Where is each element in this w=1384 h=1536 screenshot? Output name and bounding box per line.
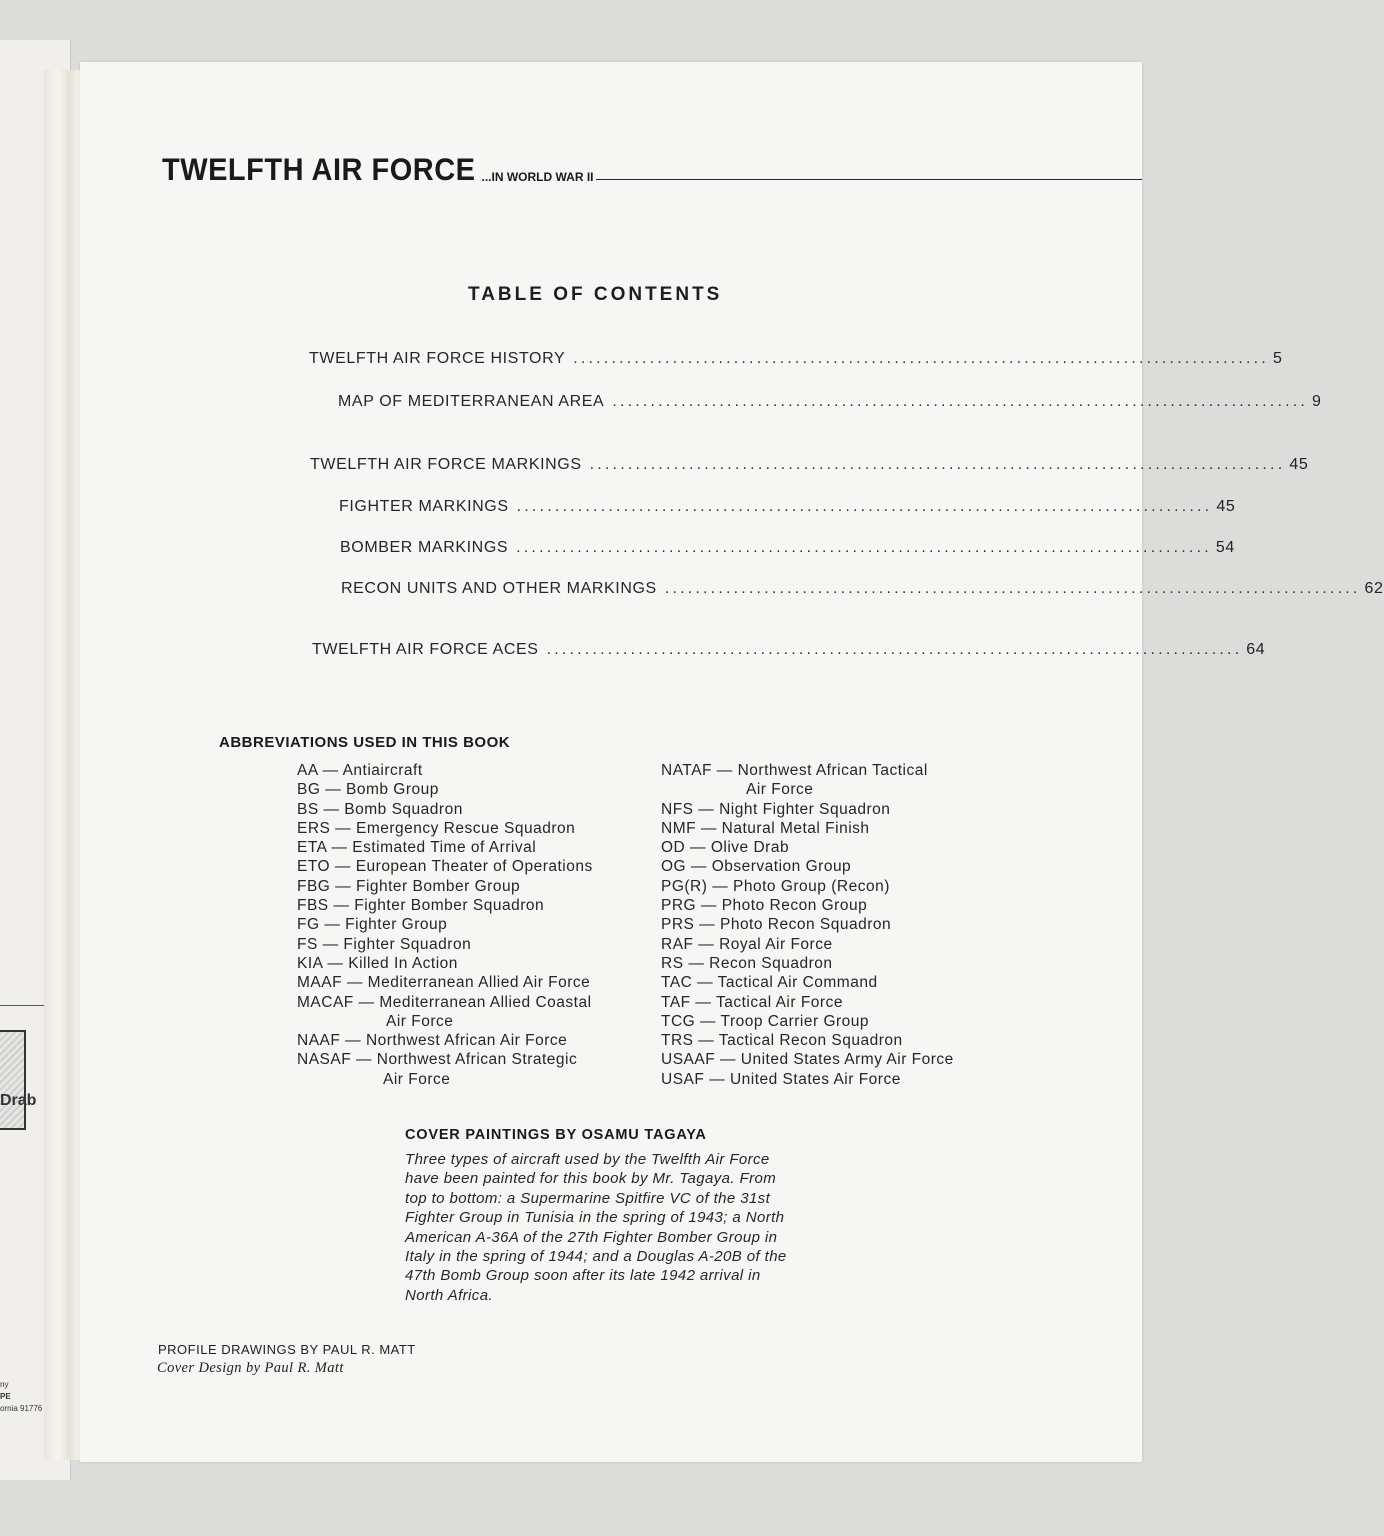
toc-entry-page: 54 (1215, 539, 1235, 556)
left-page-fragment: PE (0, 1392, 11, 1401)
abbreviation-continuation: Air Force (386, 1012, 454, 1030)
abbreviation-item: TAF — Tactical Air Force (661, 993, 843, 1011)
page-spine (44, 70, 80, 1460)
header-rule (596, 179, 1143, 180)
toc-entry (309, 350, 1283, 368)
toc-entry-label: TWELFTH AIR FORCE MARKINGS (310, 456, 582, 473)
abbreviation-item: USAAF — United States Army Air Force (661, 1051, 954, 1069)
left-page-fragment: ornia 91776 (0, 1404, 43, 1413)
abbreviation-item: PRS — Photo Recon Squadron (661, 916, 892, 934)
abbreviations-title: ABBREVIATIONS USED IN THIS BOOK (219, 734, 511, 751)
book-page (80, 62, 1384, 1462)
toc-entry-page: 45 (1289, 456, 1309, 473)
cover-design-credit: Cover Design by Paul R. Matt (157, 1360, 344, 1376)
profile-drawings-credit: PROFILE DRAWINGS BY PAUL R. MATT (158, 1342, 416, 1357)
toc-leader: ........................................................................................... (589, 456, 1286, 473)
toc-leader: ........................................................................................... (664, 580, 1361, 597)
abbreviation-item: ERS — Emergency Rescue Squadron (297, 819, 576, 837)
toc-entry (340, 539, 1235, 557)
abbreviation-item: RAF — Royal Air Force (661, 935, 833, 953)
book-title: TWELFTH AIR FORCE (162, 152, 476, 188)
abbreviation-item: KIA — Killed In Action (297, 954, 458, 972)
abbreviation-item: BS — Bomb Squadron (297, 800, 463, 818)
toc-entry-page: 9 (1312, 393, 1322, 410)
abbreviation-item: MAAF — Mediterranean Allied Air Force (297, 974, 591, 992)
abbreviation-item: NMF — Natural Metal Finish (661, 819, 870, 837)
abbreviations-left-column (297, 761, 593, 1089)
toc-entry-label: FIGHTER MARKINGS (339, 498, 509, 515)
book-subtitle: ...IN WORLD WAR II (481, 170, 594, 184)
swatch-label: Drab (0, 1092, 37, 1109)
toc-leader: ........................................................................................... (573, 350, 1269, 367)
abbreviation-item: FBG — Fighter Bomber Group (297, 877, 521, 895)
toc-entry-label: MAP OF MEDITERRANEAN AREA (338, 393, 605, 410)
abbreviation-item: FG — Fighter Group (297, 916, 448, 934)
abbreviation-item: NAAF — Northwest African Air Force (297, 1032, 568, 1050)
abbreviations-right-column (661, 761, 954, 1089)
abbreviation-item: NFS — Night Fighter Squadron (661, 800, 891, 818)
abbreviation-item: TRS — Tactical Recon Squadron (661, 1032, 903, 1050)
abbreviation-item: FBS — Fighter Bomber Squadron (297, 897, 545, 915)
toc-entry-label: TWELFTH AIR FORCE HISTORY (309, 350, 566, 367)
abbreviation-item: MACAF — Mediterranean Allied Coastal (297, 993, 592, 1011)
toc-entry-page: 5 (1272, 350, 1283, 367)
toc-entry-label: BOMBER MARKINGS (340, 539, 509, 556)
page-header (162, 154, 1142, 187)
abbreviation-continuation: Air Force (746, 781, 814, 799)
abbreviation-item: TAC — Tactical Air Command (661, 974, 878, 992)
abbreviation-item: FS — Fighter Squadron (297, 935, 472, 953)
abbreviation-item: PG(R) — Photo Group (Recon) (661, 877, 890, 895)
abbreviation-item: ETA — Estimated Time of Arrival (297, 839, 537, 857)
color-swatch (0, 1030, 26, 1130)
cover-paintings-title: COVER PAINTINGS BY OSAMU TAGAYA (405, 1127, 707, 1143)
abbreviation-item: NATAF — Northwest African Tactical (661, 762, 928, 779)
abbreviation-item: BG — Bomb Group (297, 781, 439, 799)
toc-title: TABLE OF CONTENTS (468, 284, 723, 305)
toc-entry-page: 62 (1364, 580, 1384, 597)
toc-leader: ........................................................................................... (546, 641, 1243, 658)
toc-entry-page: 45 (1216, 498, 1236, 515)
toc-entry (339, 498, 1236, 516)
toc-leader: ........................................................................................... (516, 498, 1213, 515)
abbreviation-item: OD — Olive Drab (661, 839, 790, 857)
toc-leader: ........................................................................................... (612, 393, 1309, 410)
abbreviation-item: OG — Observation Group (661, 858, 852, 876)
abbreviation-item: PRG — Photo Recon Group (661, 897, 868, 915)
toc-entry-page: 64 (1246, 641, 1266, 658)
abbreviation-item: USAF — United States Air Force (661, 1070, 901, 1088)
abbreviation-continuation: Air Force (383, 1070, 451, 1088)
toc-leader: ........................................................................................... (516, 539, 1212, 556)
left-page-fragment: ny (0, 1380, 9, 1389)
abbreviation-item: TCG — Troop Carrier Group (661, 1012, 870, 1030)
toc-entry (341, 580, 1384, 598)
abbreviation-item: ETO — European Theater of Operations (297, 858, 593, 876)
toc-entry-label: RECON UNITS AND OTHER MARKINGS (341, 580, 657, 597)
toc-entry (312, 641, 1266, 659)
abbreviation-item: NASAF — Northwest African Strategic (297, 1051, 578, 1069)
abbreviation-item: AA — Antiaircraft (297, 762, 423, 779)
toc-entry (338, 393, 1322, 411)
toc-entry (310, 456, 1309, 474)
abbreviation-item: RS — Recon Squadron (661, 954, 833, 972)
cover-paintings-text: Three types of aircraft used by the Twelfth Air Force have been painted for this book by Mr. Tagaya. From top to bottom: a Supermarine Spitfire VC of the 31st Fighter Group in Tunisia in the spring of 1943; a North American A-36A of the 27th Fighter Bomber Group in Italy in the spring of 1944; and a Douglas A-20B of the 47th Bomb Group soon after its late 1942 arrival in North Africa. (405, 1151, 787, 1304)
toc-entry-label: TWELFTH AIR FORCE ACES (312, 641, 539, 658)
